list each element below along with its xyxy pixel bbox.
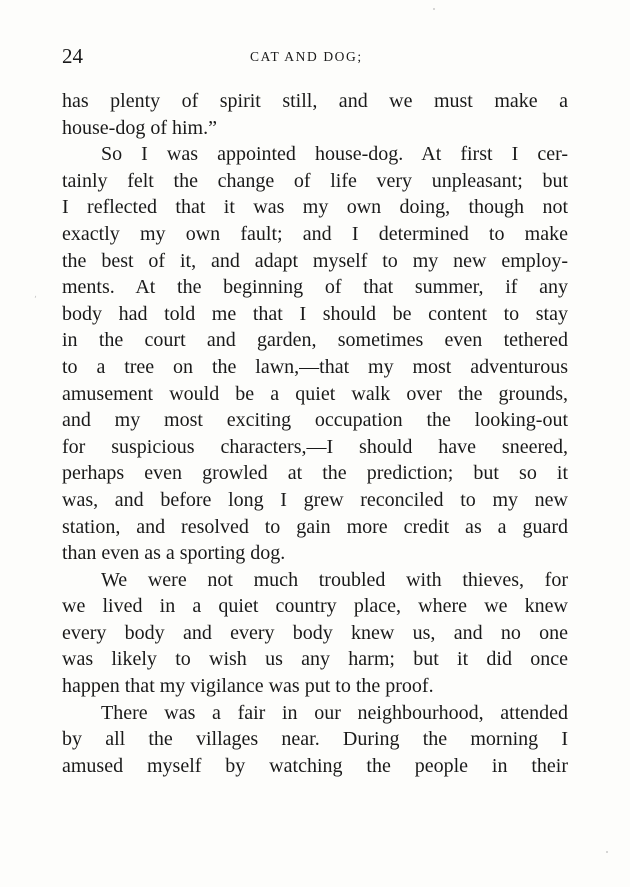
text-line: for suspicious characters,—I should have sneered, — [62, 435, 568, 458]
margin-mark: ‚ — [34, 290, 37, 300]
text-line: house-dog of him.” — [62, 116, 217, 139]
text-line: every body and every body knew us, and no one — [62, 621, 568, 644]
text-line: station, and resolved to gain more credit as a guard — [62, 515, 568, 538]
text-line: exactly my own fault; and I determined to make — [62, 222, 568, 245]
text-line: So I was appointed house-dog. At first I cer- — [101, 143, 568, 166]
text-line: perhaps even growled at the prediction; but so it — [62, 462, 568, 485]
text-line: and my most exciting occupation the looking-out — [62, 409, 568, 432]
paper-speck — [433, 8, 435, 10]
page-header — [62, 44, 568, 72]
text-line: body had told me that I should be content to stay — [62, 302, 568, 325]
text-line: by all the villages near. During the morning I — [62, 728, 568, 751]
text-line: we lived in a quiet country place, where we knew — [62, 595, 568, 618]
text-line: amusement would be a quiet walk over the grounds, — [62, 382, 568, 405]
page-number: 24 — [62, 44, 83, 68]
text-line: in the court and garden, sometimes even tethered — [62, 329, 568, 352]
text-line: than even as a sporting dog. — [62, 542, 286, 565]
text-line: amused myself by watching the people in their — [62, 754, 568, 777]
text-line: tainly felt the change of life very unpleasant; but — [62, 169, 568, 192]
text-line: was likely to wish us any harm; but it did once — [62, 648, 568, 671]
paper-speck — [606, 851, 608, 853]
text-line: We were not much troubled with thieves, for — [101, 568, 568, 591]
text-line: There was a fair in our neighbourhood, attended — [101, 701, 568, 724]
text-line: ments. At the beginning of that summer, if any — [62, 276, 568, 299]
text-line: was, and before long I grew reconciled to my new — [62, 488, 568, 511]
text-line: has plenty of spirit still, and we must make a — [62, 90, 568, 112]
body-text — [62, 88, 568, 779]
text-line: to a tree on the lawn,—that my most adventurous — [62, 355, 568, 378]
text-line: I reflected that it was my own doing, though not — [62, 196, 568, 219]
text-line: the best of it, and adapt myself to my new employ- — [62, 249, 568, 272]
running-head: CAT AND DOG; — [250, 49, 363, 64]
text-line: happen that my vigilance was put to the proof. — [62, 675, 434, 698]
